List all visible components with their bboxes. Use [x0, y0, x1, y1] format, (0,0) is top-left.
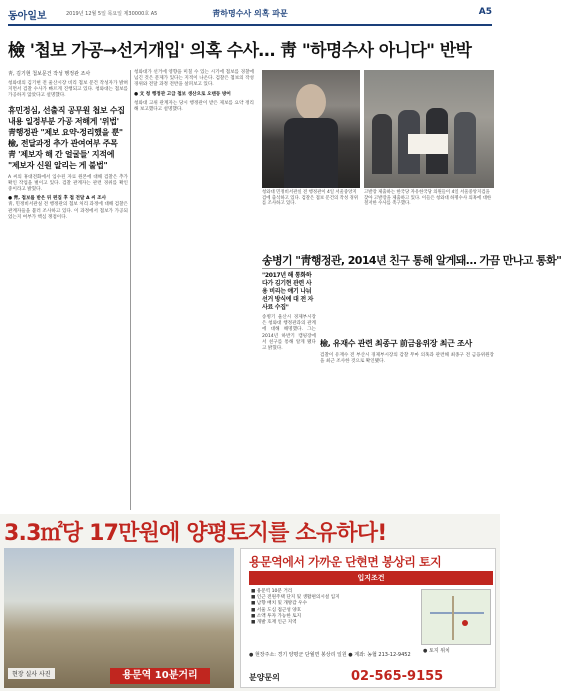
ad-phone-number: 02-565-9155	[351, 669, 444, 684]
ad-contact: ● 현장주소: 경기 양평군 단월면 봉상리 일원 ● 계좌: 농협 213-12-9452	[249, 652, 411, 658]
left-article-subhead: ● 靑, 첩보를 받은 뒤 편집 후 첩 전달 A 씨 조사	[8, 196, 107, 202]
issue-date: 2019년 12월 5일 목요일 제30000호 A5	[66, 11, 158, 17]
highlight-line: 靑 '제보자 해 간 얼굴들' 지적에	[8, 149, 115, 159]
ad-info-panel	[240, 548, 496, 688]
ad-land-photo	[4, 548, 234, 688]
ad-phone-label: 분양문의	[249, 673, 280, 682]
right-block-1-body: 송병기 울산시 경제부시장은 청와대 행정관과의 관계에 대해 해명했다. 그는 2014년 하반기 캠핑장에서 친구를 통해 알게 됐다고 밝혔다.	[262, 315, 316, 352]
middle-article-body: 청와대가 선거에 영향을 미칠 수 있는 시기에 첩보를 경찰에 넘긴 것은 문제가 있다는 지적이 나온다. 검찰은 첩보의 작성 경위와 전달 과정 전반을 살펴보고 있다.	[134, 70, 254, 88]
left-article-byline: 靑, 김기현 첩보문건 작성 행정관 조사	[8, 71, 91, 77]
left-article	[8, 70, 128, 590]
highlight-line: 檢, 전달과정 추가 관여여부 주목	[8, 138, 118, 148]
ad-conditions-list	[251, 589, 416, 626]
ad-conditions-label: 입지조건	[249, 571, 493, 585]
ad-station-badge: 용문역 10분거리	[110, 668, 210, 684]
column-divider	[130, 70, 131, 510]
masthead	[8, 4, 492, 26]
ad-condition-item: ■ 소액 투자 가능한 토지	[251, 613, 302, 619]
middle-article-subhead: ● 文 청 행정관 고급 첩보 생산으로 오랜동 방어	[134, 91, 231, 97]
right-block-2	[320, 272, 494, 508]
ad-condition-item: ■ 남향 배치 및 개방감 우수	[251, 601, 308, 607]
ad-condition-item: ■ 용문역 10분 거리	[251, 589, 293, 594]
right-block-2-body: 검찰이 유재수 전 부산시 경제부시장의 감찰 무마 의혹과 관련해 최종구 전 금융위원장을 최근 조사한 것으로 확인됐다.	[320, 353, 494, 365]
newspaper-logo: 동아일보	[8, 11, 47, 22]
ad-condition-item: ■ 개발 호재 인근 지역	[251, 620, 297, 626]
ad-condition-item: ■ 서울 도심 접근성 양호	[251, 607, 302, 613]
main-headline: 檢 '첩보 가공→선거개입' 의혹 수사… 靑 "하명수사 아니다" 반박	[8, 41, 472, 61]
photo-caption-2: 고발장 제출하는 한국당 자유한국당 의원들이 4일 서울중앙지검을 찾아 고발장을 제출하고 있다. 이들은 청와대 하명수사 의혹에 대한 철저한 수사를 촉구했다.	[364, 190, 492, 207]
page-number: A5	[478, 7, 492, 17]
highlight-line: 휴민정심, 선출직 공무원 첩보 수집	[8, 105, 125, 115]
left-article-body-3: 靑, 민정비서관실 전 행정관의 첩보 처리 과정에 대해 검찰은 관계자들을 불러 조사하고 있다. 이 과정에서 첩보가 가공되었는지 여부가 핵심 쟁점이다.	[8, 202, 128, 220]
ad-map	[421, 589, 491, 645]
ad-title: 용문역에서 가까운 단현면 봉상리 토지	[249, 555, 442, 569]
highlight-line: 내용 일정부분 가공 저해게 '위법'	[8, 116, 119, 126]
section-title: 靑하명수사 의혹 파문	[212, 9, 288, 18]
middle-article-body-2: 청와대 고위 관계자는 당시 행정관이 받은 제보를 요약 정리해 보고했다고 설명했다.	[134, 100, 254, 113]
right-block-1	[262, 272, 316, 508]
middle-article	[134, 70, 254, 270]
secondary-headline: 송병기 "靑행정관, 2014년 친구 통해 알게돼… 가끔 만나고 통화"	[262, 254, 561, 267]
highlight-line: "제보자 신원 알리는 게 불법"	[8, 160, 108, 170]
photo-official	[262, 70, 360, 188]
right-block-1-title: "2017년 해 통화하다가 김기현 관련 사용 비리는 얘기 나눠 선거 방식에 대 전 자사료 수집"	[262, 272, 314, 311]
section-divider	[262, 268, 494, 269]
ad-photo-tag: 현장 실사 사진	[8, 668, 55, 679]
ad-map-pin: ● 토지 위치	[423, 648, 450, 654]
left-article-body-2: A 씨의 휴대전화에서 입수된 자료 원본에 대해 검찰은 추가 확인 작업을 벌이고 있다. 검찰 관계자는 관련 경위를 확인 중이라고 밝혔다.	[8, 174, 128, 193]
highlight-line: 靑행정관 "제보 요약·정리했을 뿐"	[8, 127, 123, 137]
highlights-box	[8, 105, 128, 171]
left-article-body-1: 청와대의 김기현 전 울산시장 비리 첩보 문건 작성자가 밝혀지면서 검찰 수사가 빠르게 진행되고 있다. 청와대는 첩보를 가공하지 않았다고 설명했다.	[8, 81, 128, 99]
right-block-2-title: 檢, 유재수 관련 최종구 前금융위장 최근 조사	[320, 339, 472, 348]
photo-caption-1: 청와대 민정비서관실 전 행정관이 4일 서울중앙지검에 출석하고 있다. 검찰은 첩보 문건의 작성 경위를 조사하고 있다.	[262, 190, 358, 207]
advertisement	[0, 514, 500, 691]
photo-complaint	[364, 70, 494, 188]
ad-condition-item: ■ 인근 전원주택 단지 및 생활편의시설 입지	[251, 595, 340, 601]
ad-headline: 3.3㎡당 17만원에 양평토지를 소유하다!	[4, 521, 387, 546]
